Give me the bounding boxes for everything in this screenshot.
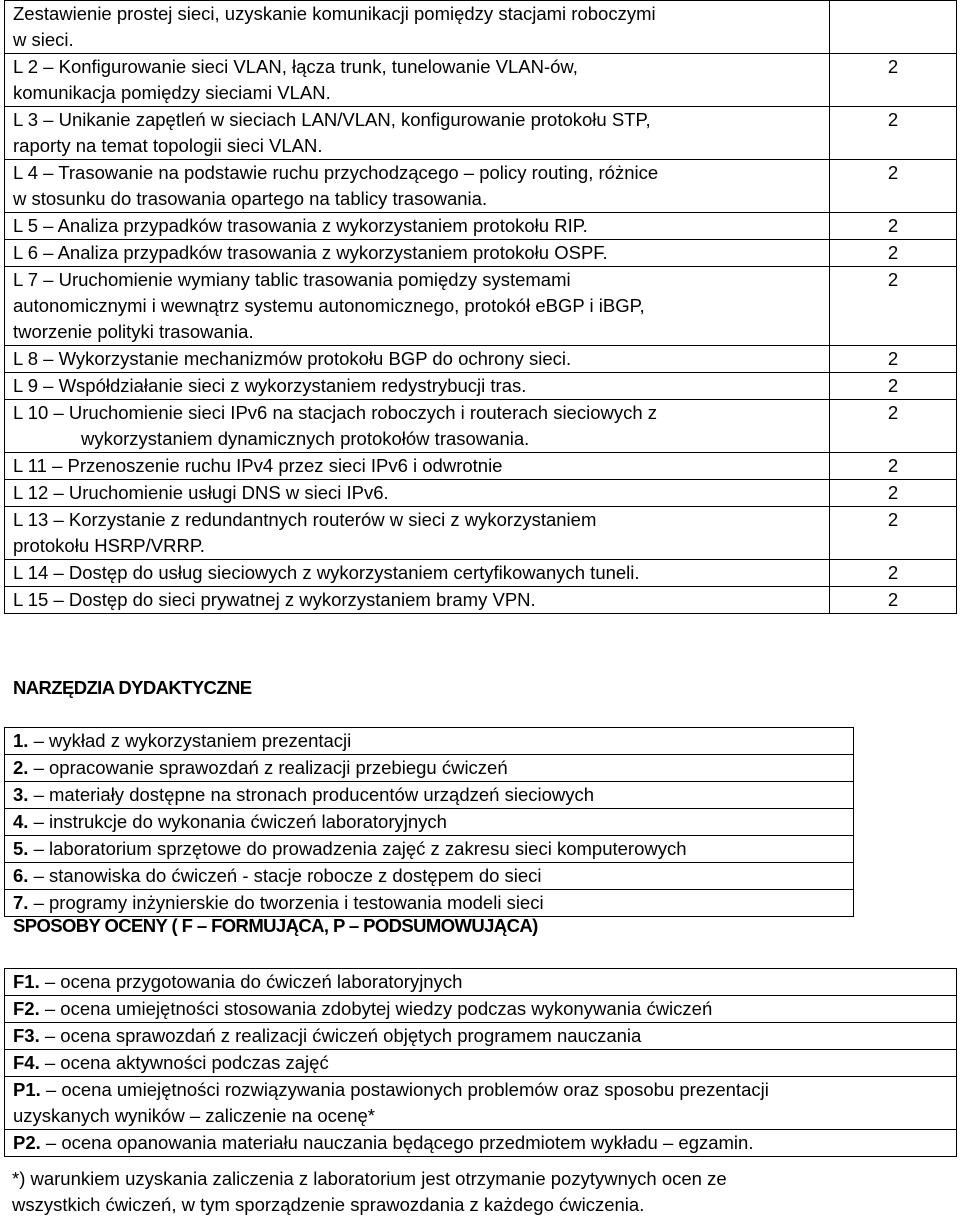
table-row <box>5 54 957 107</box>
table-row <box>5 160 957 213</box>
item-number: 3. <box>13 784 29 805</box>
item-text: – materiały dostępne na stronach producentów urządzeń sieciowych <box>33 784 595 805</box>
lab-description-cell <box>5 240 830 267</box>
lab-description-cell <box>5 560 830 587</box>
table-row <box>5 755 854 782</box>
lab-text-line: L 11 – Przenoszenie ruchu IPv4 przez sieci IPv6 i odwrotnie <box>13 455 503 476</box>
lab-text-line: tworzenie polityki trasowania. <box>13 321 254 342</box>
lab-text-line: L 8 – Wykorzystanie mechanizmów protokołu BGP do ochrony sieci. <box>13 348 572 369</box>
table-row <box>5 1130 957 1157</box>
grading-item-cell <box>5 1130 957 1157</box>
grading-item-cell <box>5 1050 957 1077</box>
lab-hours-cell: 2 <box>830 373 957 400</box>
table-row <box>5 560 957 587</box>
item-number: 5. <box>13 838 29 859</box>
item-text: – wykład z wykorzystaniem prezentacji <box>33 730 352 751</box>
lab-text-line: L 2 – Konfigurowanie sieci VLAN, łącza trunk, tunelowanie VLAN-ów, <box>13 56 578 77</box>
table-row <box>5 587 957 614</box>
lab-text-line: L 13 – Korzystanie z redundantnych routerów w sieci z wykorzystaniem <box>13 509 597 530</box>
lab-description-cell <box>5 160 830 213</box>
table-row <box>5 1050 957 1077</box>
grading-heading: SPOSOBY OCENY ( F – FORMUJĄCA, P – PODSUMOWUJĄCA) <box>13 915 538 936</box>
lab-description-cell <box>5 453 830 480</box>
table-row <box>5 373 957 400</box>
lab-description-cell <box>5 346 830 373</box>
item-text: – opracowanie sprawozdań z realizacji przebiegu ćwiczeń <box>33 757 508 778</box>
item-number: 7. <box>13 892 29 913</box>
lab-hours-cell <box>830 1 957 54</box>
tools-item-cell <box>5 890 854 917</box>
lab-text-line: w stosunku do trasowania opartego na tablicy trasowania. <box>13 188 488 209</box>
footnote <box>12 1166 952 1218</box>
lab-description-cell <box>5 1 830 54</box>
tools-item-cell <box>5 755 854 782</box>
item-text: – stanowiska do ćwiczeń - stacje robocze z dostępem do sieci <box>33 865 542 886</box>
table-row <box>5 240 957 267</box>
lab-description-cell <box>5 480 830 507</box>
lab-description-cell <box>5 373 830 400</box>
item-text: – ocena opanowania materiału nauczania będącego przedmiotem wykładu – egzamin. <box>45 1132 754 1153</box>
item-number: 2. <box>13 757 29 778</box>
table-row <box>5 267 957 346</box>
item-number: 4. <box>13 811 29 832</box>
table-row <box>5 863 854 890</box>
table-row <box>5 400 957 453</box>
table-row <box>5 1023 957 1050</box>
lab-hours-cell: 2 <box>830 240 957 267</box>
table-row <box>5 213 957 240</box>
grading-table <box>4 968 957 1157</box>
grading-item-cell <box>5 996 957 1023</box>
footnote-line: wszystkich ćwiczeń, w tym sporządzenie sprawozdania z każdego ćwiczenia. <box>12 1194 645 1215</box>
tools-item-cell <box>5 836 854 863</box>
table-row <box>5 346 957 373</box>
item-number: 1. <box>13 730 29 751</box>
item-number: P1. <box>13 1079 41 1100</box>
table-row <box>5 836 854 863</box>
item-text: – instrukcje do wykonania ćwiczeń laboratoryjnych <box>33 811 447 832</box>
lab-text-line: wykorzystaniem dynamicznych protokołów trasowania. <box>81 428 530 449</box>
tools-item-cell <box>5 809 854 836</box>
lab-description-cell <box>5 213 830 240</box>
table-row <box>5 1 957 54</box>
item-number: F3. <box>13 1025 40 1046</box>
item-number: F4. <box>13 1052 40 1073</box>
lab-hours-cell: 2 <box>830 160 957 213</box>
lab-hours-cell: 2 <box>830 560 957 587</box>
footnote-line: *) warunkiem uzyskania zaliczenia z laboratorium jest otrzymanie pozytywnych ocen ze <box>12 1168 727 1189</box>
lab-hours-cell: 2 <box>830 54 957 107</box>
grading-item-cell <box>5 1077 957 1130</box>
item-text: – ocena aktywności podczas zajęć <box>44 1052 329 1073</box>
lab-hours-cell: 2 <box>830 587 957 614</box>
table-row <box>5 890 854 917</box>
lab-text-line: L 10 – Uruchomienie sieci IPv6 na stacjach roboczych i routerach sieciowych z <box>13 402 658 423</box>
lab-hours-cell: 2 <box>830 107 957 160</box>
lab-text-line: w sieci. <box>13 29 74 50</box>
lab-text-line: L 3 – Unikanie zapętleń w sieciach LAN/VLAN, konfigurowanie protokołu STP, <box>13 109 651 130</box>
lab-text-line: komunikacja pomiędzy sieciami VLAN. <box>13 82 331 103</box>
lab-description-cell <box>5 107 830 160</box>
item-text: – programy inżynierskie do tworzenia i testowania modeli sieci <box>33 892 544 913</box>
tools-heading: NARZĘDZIA DYDAKTYCZNE <box>13 677 252 698</box>
item-text: – ocena przygotowania do ćwiczeń laboratoryjnych <box>44 971 463 992</box>
table-row <box>5 809 854 836</box>
lab-text-line: L 15 – Dostęp do sieci prywatnej z wykorzystaniem bramy VPN. <box>13 589 536 610</box>
lab-description-cell <box>5 54 830 107</box>
table-row <box>5 1077 957 1130</box>
lab-text-line: L 12 – Uruchomienie usługi DNS w sieci IPv6. <box>13 482 389 503</box>
lab-hours-cell: 2 <box>830 480 957 507</box>
lab-schedule-table <box>4 0 957 614</box>
lab-hours-cell: 2 <box>830 213 957 240</box>
lab-hours-cell: 2 <box>830 346 957 373</box>
lab-hours-cell: 2 <box>830 453 957 480</box>
table-row <box>5 728 854 755</box>
lab-text-line: L 14 – Dostęp do usług sieciowych z wykorzystaniem certyfikowanych tuneli. <box>13 562 640 583</box>
table-row <box>5 507 957 560</box>
lab-description-cell <box>5 507 830 560</box>
tools-item-cell <box>5 728 854 755</box>
table-row <box>5 969 957 996</box>
item-text: – laboratorium sprzętowe do prowadzenia zajęć z zakresu sieci komputerowych <box>33 838 687 859</box>
lab-hours-cell: 2 <box>830 400 957 453</box>
lab-text-line: protokołu HSRP/VRRP. <box>13 535 205 556</box>
lab-text-line: Zestawienie prostej sieci, uzyskanie komunikacji pomiędzy stacjami roboczymi <box>13 3 656 24</box>
tools-item-cell <box>5 863 854 890</box>
item-text: – ocena sprawozdań z realizacji ćwiczeń objętych programem nauczania <box>44 1025 642 1046</box>
item-text: – ocena umiejętności rozwiązywania postawionych problemów oraz sposobu prezentacji <box>45 1079 769 1100</box>
table-row <box>5 782 854 809</box>
lab-text-line: L 6 – Analiza przypadków trasowania z wykorzystaniem protokołu OSPF. <box>13 242 608 263</box>
lab-text-line: L 5 – Analiza przypadków trasowania z wykorzystaniem protokołu RIP. <box>13 215 588 236</box>
grading-item-cell <box>5 969 957 996</box>
grading-item-cell <box>5 1023 957 1050</box>
item-number: 6. <box>13 865 29 886</box>
lab-text-line: L 9 – Współdziałanie sieci z wykorzystaniem redystrybucji tras. <box>13 375 527 396</box>
lab-description-cell <box>5 400 830 453</box>
lab-hours-cell: 2 <box>830 507 957 560</box>
table-row <box>5 107 957 160</box>
lab-text-line: autonomicznymi i wewnątrz systemu autonomicznego, protokół eBGP i iBGP, <box>13 295 645 316</box>
tools-item-cell <box>5 782 854 809</box>
item-number: P2. <box>13 1132 41 1153</box>
lab-text-line: raporty na temat topologii sieci VLAN. <box>13 135 323 156</box>
tools-table <box>4 727 854 917</box>
lab-description-cell <box>5 587 830 614</box>
table-row <box>5 996 957 1023</box>
item-number: F2. <box>13 998 40 1019</box>
item-text: – ocena umiejętności stosowania zdobytej wiedzy podczas wykonywania ćwiczeń <box>44 998 713 1019</box>
table-row <box>5 480 957 507</box>
lab-text-line: L 4 – Trasowanie na podstawie ruchu przychodzącego – policy routing, różnice <box>13 162 659 183</box>
lab-hours-cell: 2 <box>830 267 957 346</box>
item-text: uzyskanych wyników – zaliczenie na ocenę* <box>13 1105 375 1126</box>
table-row <box>5 453 957 480</box>
item-number: F1. <box>13 971 40 992</box>
lab-text-line: L 7 – Uruchomienie wymiany tablic trasowania pomiędzy systemami <box>13 269 571 290</box>
lab-description-cell <box>5 267 830 346</box>
